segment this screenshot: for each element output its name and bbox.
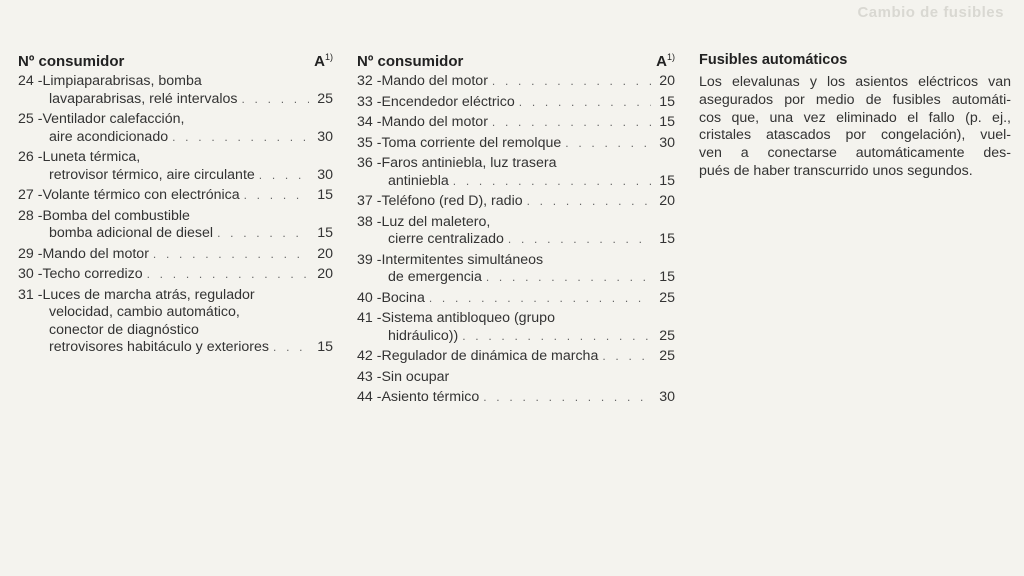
column-header xyxy=(18,52,333,70)
paragraph-line: cos que, una vez eliminado el fallo (p. ej., xyxy=(699,109,1011,126)
dot-leader xyxy=(483,389,651,407)
header-footnote-mark: 1) xyxy=(666,52,675,62)
dot-leader xyxy=(217,225,309,243)
fuse-number: 38 - xyxy=(357,213,382,230)
dot-leader xyxy=(147,266,309,284)
fuse-entry-line xyxy=(357,214,675,232)
fuse-number: 40 - xyxy=(357,289,382,306)
fuse-consumer-text: Toma corriente del remolque xyxy=(381,134,562,151)
header-consumer-label: Nº consumidor xyxy=(357,53,464,70)
paragraph-line: Los elevalunas y los asientos eléctricos van xyxy=(699,74,1011,90)
fuse-consumer-text: Sin ocupar xyxy=(381,368,450,385)
fuse-number: 29 - xyxy=(18,245,43,262)
dot-leader xyxy=(527,193,651,211)
fuse-column-middle xyxy=(357,52,675,410)
fuse-consumer-text: Sistema antibloqueo (grupo xyxy=(381,310,555,326)
fuse-entry xyxy=(357,73,675,91)
fuse-number: 33 - xyxy=(357,93,382,110)
fuse-number: 26 - xyxy=(18,149,43,165)
fuse-amperage: 20 xyxy=(317,266,333,282)
fuse-entry-line xyxy=(18,225,333,243)
paragraph-line: pués de haber transcurrido unos segundos. xyxy=(699,162,973,179)
fuse-consumer-text: Bomba del combustible xyxy=(42,207,190,224)
fuse-consumer-text: Regulador de dinámica de marcha xyxy=(381,348,599,364)
section-paragraph xyxy=(699,74,1011,181)
fuse-entry-line xyxy=(18,73,333,91)
fuse-number: 31 - xyxy=(18,286,43,303)
paragraph-line: asegurados por medio de fusibles automáti- xyxy=(699,91,1011,108)
fuse-entry-line xyxy=(18,339,333,357)
fuse-entry xyxy=(357,135,675,153)
fuse-entry xyxy=(357,155,675,190)
header-amperage xyxy=(656,52,675,70)
column-header xyxy=(357,52,675,70)
fuse-entry xyxy=(357,94,675,112)
fuse-entry-line xyxy=(18,129,333,147)
dot-leader xyxy=(519,94,651,112)
fuse-amperage: 15 xyxy=(317,339,333,355)
header-footnote-mark: 1) xyxy=(324,52,333,62)
fuse-entry-line xyxy=(18,187,333,205)
fuse-entry-line xyxy=(357,269,675,287)
fuse-entry xyxy=(357,310,675,345)
fuse-entry xyxy=(357,369,675,387)
header-amp-label: A xyxy=(314,53,325,70)
fuse-consumer-text: bomba adicional de diesel xyxy=(49,225,214,241)
fuse-entry-line xyxy=(357,310,675,328)
faded-page-header: Cambio de fusibles xyxy=(857,4,1004,21)
fuse-amperage: 30 xyxy=(659,389,675,405)
fuse-consumer-text: Intermitentes simultáneos xyxy=(381,251,544,268)
fuse-consumer-text: Mando del motor xyxy=(381,73,488,89)
fuse-consumer-text: velocidad, cambio automático, xyxy=(49,304,240,320)
fuse-number: 41 - xyxy=(357,310,382,326)
fuse-entry-line xyxy=(18,91,333,109)
dot-leader xyxy=(273,339,309,357)
fuse-entry-line xyxy=(357,94,675,112)
fuse-column-left xyxy=(18,52,333,360)
fuse-number: 37 - xyxy=(357,193,382,209)
fuse-consumer-text: hidráulico)) xyxy=(388,327,459,344)
fuse-entry-line xyxy=(18,287,333,305)
header-consumer-label: Nº consumidor xyxy=(18,53,125,70)
dot-leader xyxy=(429,290,651,308)
fuse-amperage: 15 xyxy=(659,93,675,110)
dot-leader xyxy=(565,135,651,153)
fuse-amperage: 30 xyxy=(317,128,333,145)
fuse-consumer-text: retrovisor térmico, aire circulante xyxy=(49,166,255,183)
fuse-entry xyxy=(357,214,675,249)
fuse-entry xyxy=(18,208,333,243)
paragraph-line: cristales atascados por congelación), vuel- xyxy=(699,127,1011,144)
fuse-consumer-text: Faros antiniebla, luz trasera xyxy=(381,155,557,171)
fuse-consumer-text: Encendedor eléctrico xyxy=(381,93,515,110)
automatic-fuses-section xyxy=(699,52,1011,181)
fuse-entry-line xyxy=(18,246,333,264)
fuse-consumer-text: Ventilador calefacción, xyxy=(42,111,185,127)
fuse-entry-line xyxy=(18,266,333,284)
fuse-entry xyxy=(357,348,675,366)
fuse-entry-line xyxy=(18,208,333,226)
dot-leader xyxy=(462,328,651,346)
fuse-entry xyxy=(18,266,333,284)
fuse-amperage: 20 xyxy=(317,245,333,262)
fuse-number: 30 - xyxy=(18,266,43,282)
dot-leader xyxy=(172,129,309,147)
fuse-number: 35 - xyxy=(357,134,382,151)
fuse-entry-line xyxy=(18,304,333,322)
dot-leader xyxy=(508,231,651,249)
fuse-amperage: 25 xyxy=(659,348,675,364)
fuse-entry-line xyxy=(18,149,333,167)
fuse-consumer-text: Techo corredizo xyxy=(42,266,143,282)
fuse-number: 36 - xyxy=(357,155,382,171)
fuse-amperage: 15 xyxy=(659,231,675,247)
fuse-entry-line xyxy=(18,167,333,185)
fuse-number: 28 - xyxy=(18,207,43,224)
fuse-entry-line xyxy=(357,73,675,91)
fuse-entry-line xyxy=(18,322,333,340)
fuse-entry-line xyxy=(357,389,675,407)
fuse-number: 39 - xyxy=(357,251,382,268)
fuse-consumer-text: antiniebla xyxy=(388,172,449,189)
dot-leader xyxy=(602,348,651,366)
dot-leader xyxy=(241,91,309,109)
fuse-entry-line xyxy=(18,111,333,129)
fuse-number: 25 - xyxy=(18,111,43,127)
dot-leader xyxy=(492,114,651,132)
fuse-entry xyxy=(18,187,333,205)
fuse-entry-line xyxy=(357,369,675,387)
fuse-amperage: 15 xyxy=(659,269,675,285)
fuse-consumer-text: Luces de marcha atrás, regulador xyxy=(42,286,255,303)
fuse-amperage: 20 xyxy=(659,73,675,89)
fuse-number: 44 - xyxy=(357,389,382,405)
fuse-consumer-text: Bocina xyxy=(381,289,425,306)
fuse-consumer-text: lavaparabrisas, relé intervalos xyxy=(49,90,238,107)
fuse-consumer-text: Luneta térmica, xyxy=(42,149,141,165)
fuse-entry-line xyxy=(357,290,675,308)
fuse-entry-line xyxy=(357,252,675,270)
fuse-consumer-text: Asiento térmico xyxy=(381,389,480,405)
dot-leader xyxy=(153,246,309,264)
section-heading: Fusibles automáticos xyxy=(699,52,848,68)
fuse-consumer-text: de emergencia xyxy=(388,269,482,285)
fuse-amperage: 30 xyxy=(659,134,675,151)
fuse-entry xyxy=(18,73,333,108)
fuse-entry xyxy=(357,193,675,211)
fuse-entry-line xyxy=(357,348,675,366)
fuse-consumer-text: conector de diagnóstico xyxy=(49,321,199,338)
fuse-consumer-text: Luz del maletero, xyxy=(381,213,491,230)
fuse-consumer-text: Volante térmico con electrónica xyxy=(42,187,240,203)
fuse-consumer-text: cierre centralizado xyxy=(388,231,504,247)
fuse-entry-line xyxy=(357,328,675,346)
fuse-entry-line xyxy=(357,193,675,211)
fuse-entry xyxy=(18,111,333,146)
fuse-amperage: 25 xyxy=(317,90,333,107)
fuse-consumer-text: Teléfono (red D), radio xyxy=(381,193,523,209)
dot-leader xyxy=(453,173,651,191)
fuse-number: 34 - xyxy=(357,114,382,130)
fuse-entry-line xyxy=(357,114,675,132)
fuse-list xyxy=(357,73,675,407)
fuse-entry xyxy=(18,246,333,264)
fuse-entry xyxy=(357,389,675,407)
dot-leader xyxy=(492,73,651,91)
fuse-entry xyxy=(357,290,675,308)
fuse-amperage: 15 xyxy=(659,114,675,130)
fuse-consumer-text: Mando del motor xyxy=(381,114,488,130)
fuse-number: 27 - xyxy=(18,187,43,203)
fuse-amperage: 15 xyxy=(317,225,333,241)
dot-leader xyxy=(244,187,309,205)
fuse-amperage: 25 xyxy=(659,289,675,306)
fuse-entry xyxy=(357,252,675,287)
paragraph-line: ven a conectarse automáticamente des- xyxy=(699,145,1011,162)
fuse-entry-line xyxy=(357,155,675,173)
fuse-amperage: 25 xyxy=(659,327,675,344)
fuse-entry xyxy=(357,114,675,132)
fuse-entry xyxy=(18,149,333,184)
fuse-entry xyxy=(18,287,333,357)
fuse-number: 32 - xyxy=(357,73,382,89)
fuse-number: 42 - xyxy=(357,348,382,364)
fuse-amperage: 20 xyxy=(659,193,675,209)
fuse-entry-line xyxy=(357,173,675,191)
header-amp-label: A xyxy=(656,53,667,70)
fuse-consumer-text: retrovisores habitáculo y exteriores xyxy=(49,339,270,355)
dot-leader xyxy=(259,167,309,185)
fuse-consumer-text: aire acondicionado xyxy=(49,128,169,145)
fuse-consumer-text: Mando del motor xyxy=(42,245,149,262)
fuse-consumer-text: Limpiaparabrisas, bomba xyxy=(42,73,202,89)
fuse-number: 24 - xyxy=(18,73,43,89)
fuse-list xyxy=(18,73,333,357)
dot-leader xyxy=(486,269,651,287)
fuse-number: 43 - xyxy=(357,368,382,385)
fuse-amperage: 30 xyxy=(317,166,333,183)
fuse-entry-line xyxy=(357,135,675,153)
fuse-entry-line xyxy=(357,231,675,249)
fuse-amperage: 15 xyxy=(659,172,675,189)
fuse-amperage: 15 xyxy=(317,187,333,203)
header-amperage xyxy=(314,52,333,70)
